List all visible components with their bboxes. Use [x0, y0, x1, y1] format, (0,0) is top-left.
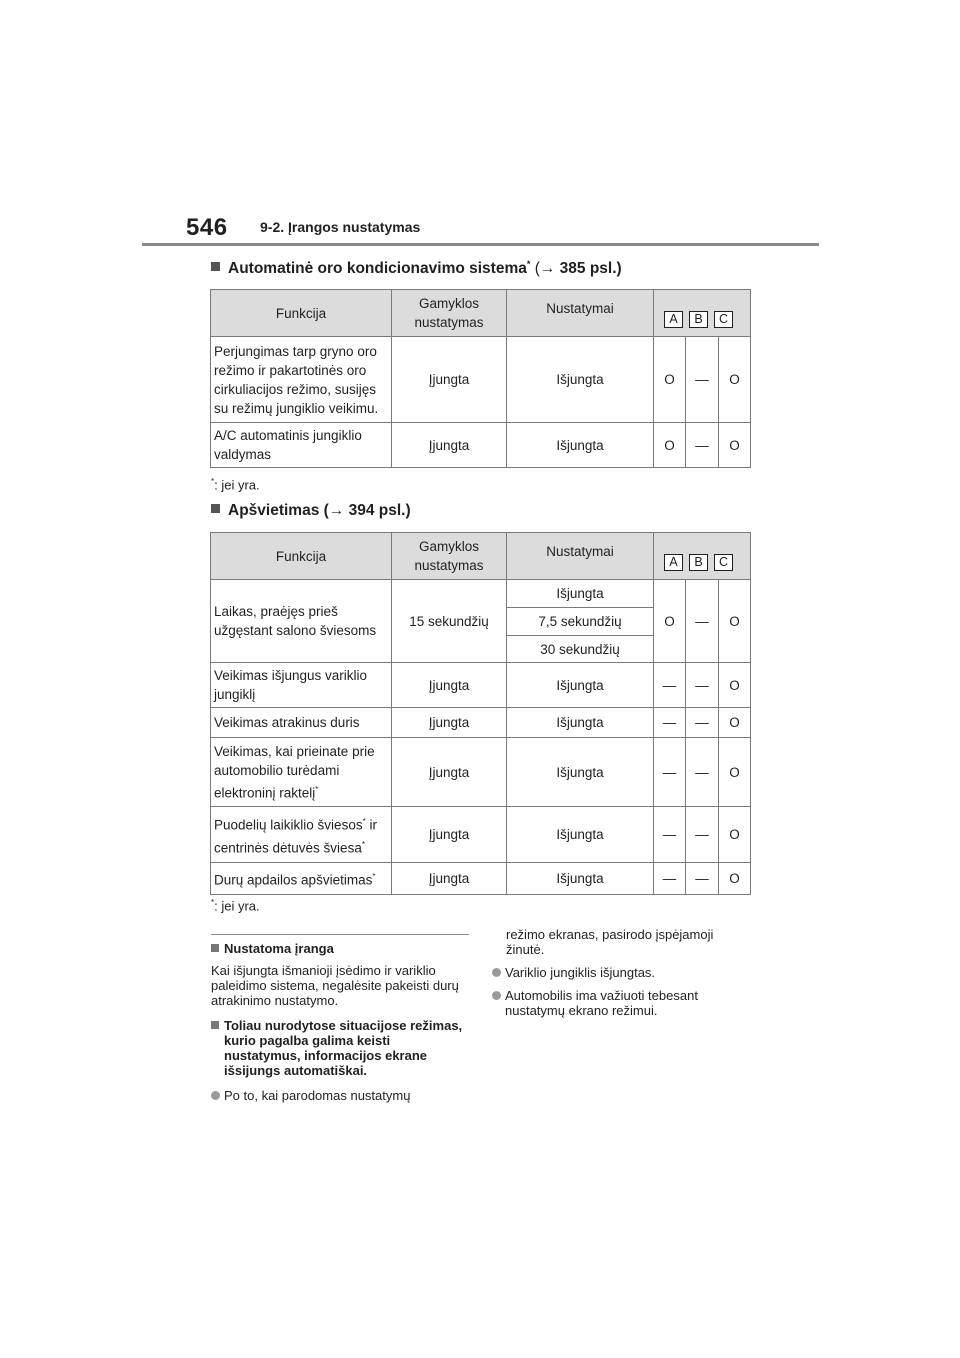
table-header-row	[211, 290, 751, 337]
square-bullet-icon	[211, 1021, 219, 1029]
round-bullet-icon	[492, 968, 501, 977]
mode-b-label: B	[689, 311, 708, 328]
info-right-column	[492, 927, 750, 1018]
column-header-default: Gamyklos nustatymas	[392, 290, 507, 337]
list-item-continuation: režimo ekranas, pasirodo įspėjamoji žinutė.	[506, 927, 714, 957]
lighting-heading: Apšvietimas (→ 394 psl.)	[211, 502, 411, 520]
lighting-footnote: *: jei yra.	[211, 898, 260, 914]
list-item: Variklio jungiklis išjungtas.	[492, 965, 750, 980]
mode-c-label: C	[714, 554, 733, 571]
column-header-function: Funkcija	[211, 533, 392, 580]
list-item: Po to, kai parodomas nustatymų	[211, 1088, 469, 1103]
footnote-marker: *	[526, 259, 531, 269]
square-bullet-icon	[211, 262, 220, 271]
column-header-default: Gamyklos nustatymas	[392, 533, 507, 580]
table-row: 30 sekundžių	[211, 636, 751, 663]
column-divider	[211, 934, 469, 935]
mode-a-label: A	[664, 311, 683, 328]
subheading-auto-off: Toliau nurodytose situacijose režimas, kurio pagalba galima keisti nustatymus, informacijos ekrane išsijungs automatiškai.	[211, 1018, 469, 1078]
square-bullet-icon	[211, 944, 219, 952]
header-divider	[142, 243, 819, 246]
section-title: 9-2. Įrangos nustatymas	[260, 219, 421, 235]
table-row: Perjungimas tarp gryno oro režimo ir pakartotinės oro cirkuliacijos režimo, susijęs su režimų jungiklio veikimu. Įjungta Išjungta O — O	[211, 337, 751, 423]
ac-settings-table	[210, 289, 751, 468]
column-header-function: Funkcija	[211, 290, 392, 337]
column-header-settings: Nustatymai	[507, 533, 654, 580]
ac-footnote: *: jei yra.	[211, 477, 260, 493]
table-row: Veikimas, kai prieinate prie automobilio turėdami elektroninį raktelį* Įjungta Išjungta — — O	[211, 738, 751, 807]
column-header-abc	[654, 533, 751, 580]
table-header-row	[211, 533, 751, 580]
column-header-settings: Nustatymai	[507, 290, 654, 337]
column-header-abc	[654, 290, 751, 337]
paragraph: Kai išjungta išmanioji įsėdimo ir variklio paleidimo sistema, negalėsite pakeisti durų atrakinimo nustatymo.	[211, 963, 459, 1008]
arrow-icon: →	[328, 502, 345, 519]
list-item: Automobilis ima važiuoti tebesant nustatymų ekrano režimui.	[492, 988, 750, 1018]
table-row: Durų apdailos apšvietimas* Įjungta Išjungta — — O	[211, 863, 751, 895]
table-row: Veikimas atrakinus duris Įjungta Išjungta — — O	[211, 708, 751, 738]
square-bullet-icon	[211, 504, 220, 513]
table-row: Veikimas išjungus variklio jungiklį Įjungta Išjungta — — O	[211, 663, 751, 708]
mode-a-label: A	[664, 554, 683, 571]
lighting-settings-table	[210, 532, 751, 895]
arrow-icon: (→	[534, 260, 556, 278]
table-row: Puodelių laikiklio šviesos* ir centrinės dėtuvės šviesa* Įjungta Išjungta — — O	[211, 807, 751, 863]
mode-c-label: C	[714, 311, 733, 328]
table-row: 7,5 sekundžių	[211, 608, 751, 636]
round-bullet-icon	[492, 991, 501, 1000]
table-row: A/C automatinis jungiklio valdymas Įjungta Išjungta O — O	[211, 423, 751, 468]
table-row: Laikas, praėjęs prieš užgęstant salono šviesoms 15 sekundžių Išjungta O — O	[211, 580, 751, 608]
info-left-column	[211, 941, 469, 1103]
ac-heading: Automatinė oro kondicionavimo sistema* (→ 385 psl.)	[211, 259, 622, 278]
round-bullet-icon	[211, 1091, 220, 1100]
mode-b-label: B	[689, 554, 708, 571]
page-number: 546	[186, 214, 228, 241]
subheading-equipment: Nustatoma įranga	[211, 941, 469, 956]
